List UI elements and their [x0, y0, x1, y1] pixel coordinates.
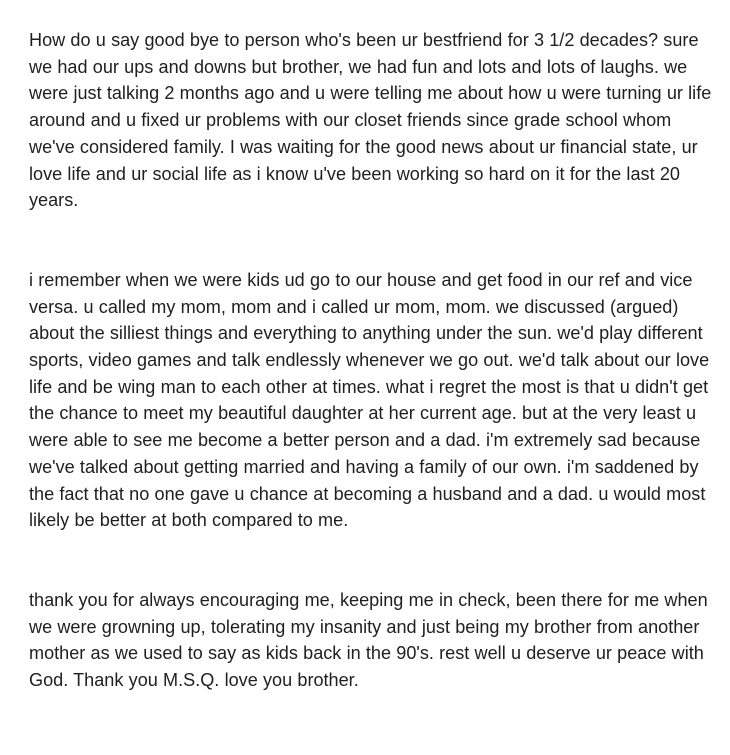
paragraph-farewell: thank you for always encouraging me, keeping me in check, been there for me when we were growning up, tolerating my insanity and just being my brother from another mother as we used to say as kids back in the 90's. rest well u deserve ur peace with God. Thank you M.S.Q. love you brother. — [29, 589, 708, 691]
document-body — [29, 27, 717, 694]
paragraph-memories: i remember when we were kids ud go to our house and get food in our ref and vice versa. u called my mom, mom and i called ur mom, mom. we discussed (argued) about the silliest things and everything to anything under the sun. we'd play different sports, video games and talk endlessly whenever we go out. we'd talk about our love life and be wing man to each other at times. what i regret the most is that u didn't get the chance to meet my beautiful daughter at her current age. but at the very least u were able to see me become a better person and a dad. i'm extremely sad because we've talked about getting married and having a family of our own. i'm saddened by the fact that no one gave u chance at becoming a husband and a dad. u would most likely be better at both compared to me. — [29, 269, 710, 531]
paragraph-opening: How do u say good bye to person who's been ur bestfriend for 3 1/2 decades? sure we had our ups and downs but brother, we had fun and lots and lots of laughs. we were just talking 2 months ago and u were telling me about how u were turning ur life around and u fixed ur problems with our closet friends since grade school whom we've considered family. I was waiting for the good news about ur financial state, ur love life and ur social life as i know u've been working so hard on it for the last 20 years. — [29, 30, 712, 211]
